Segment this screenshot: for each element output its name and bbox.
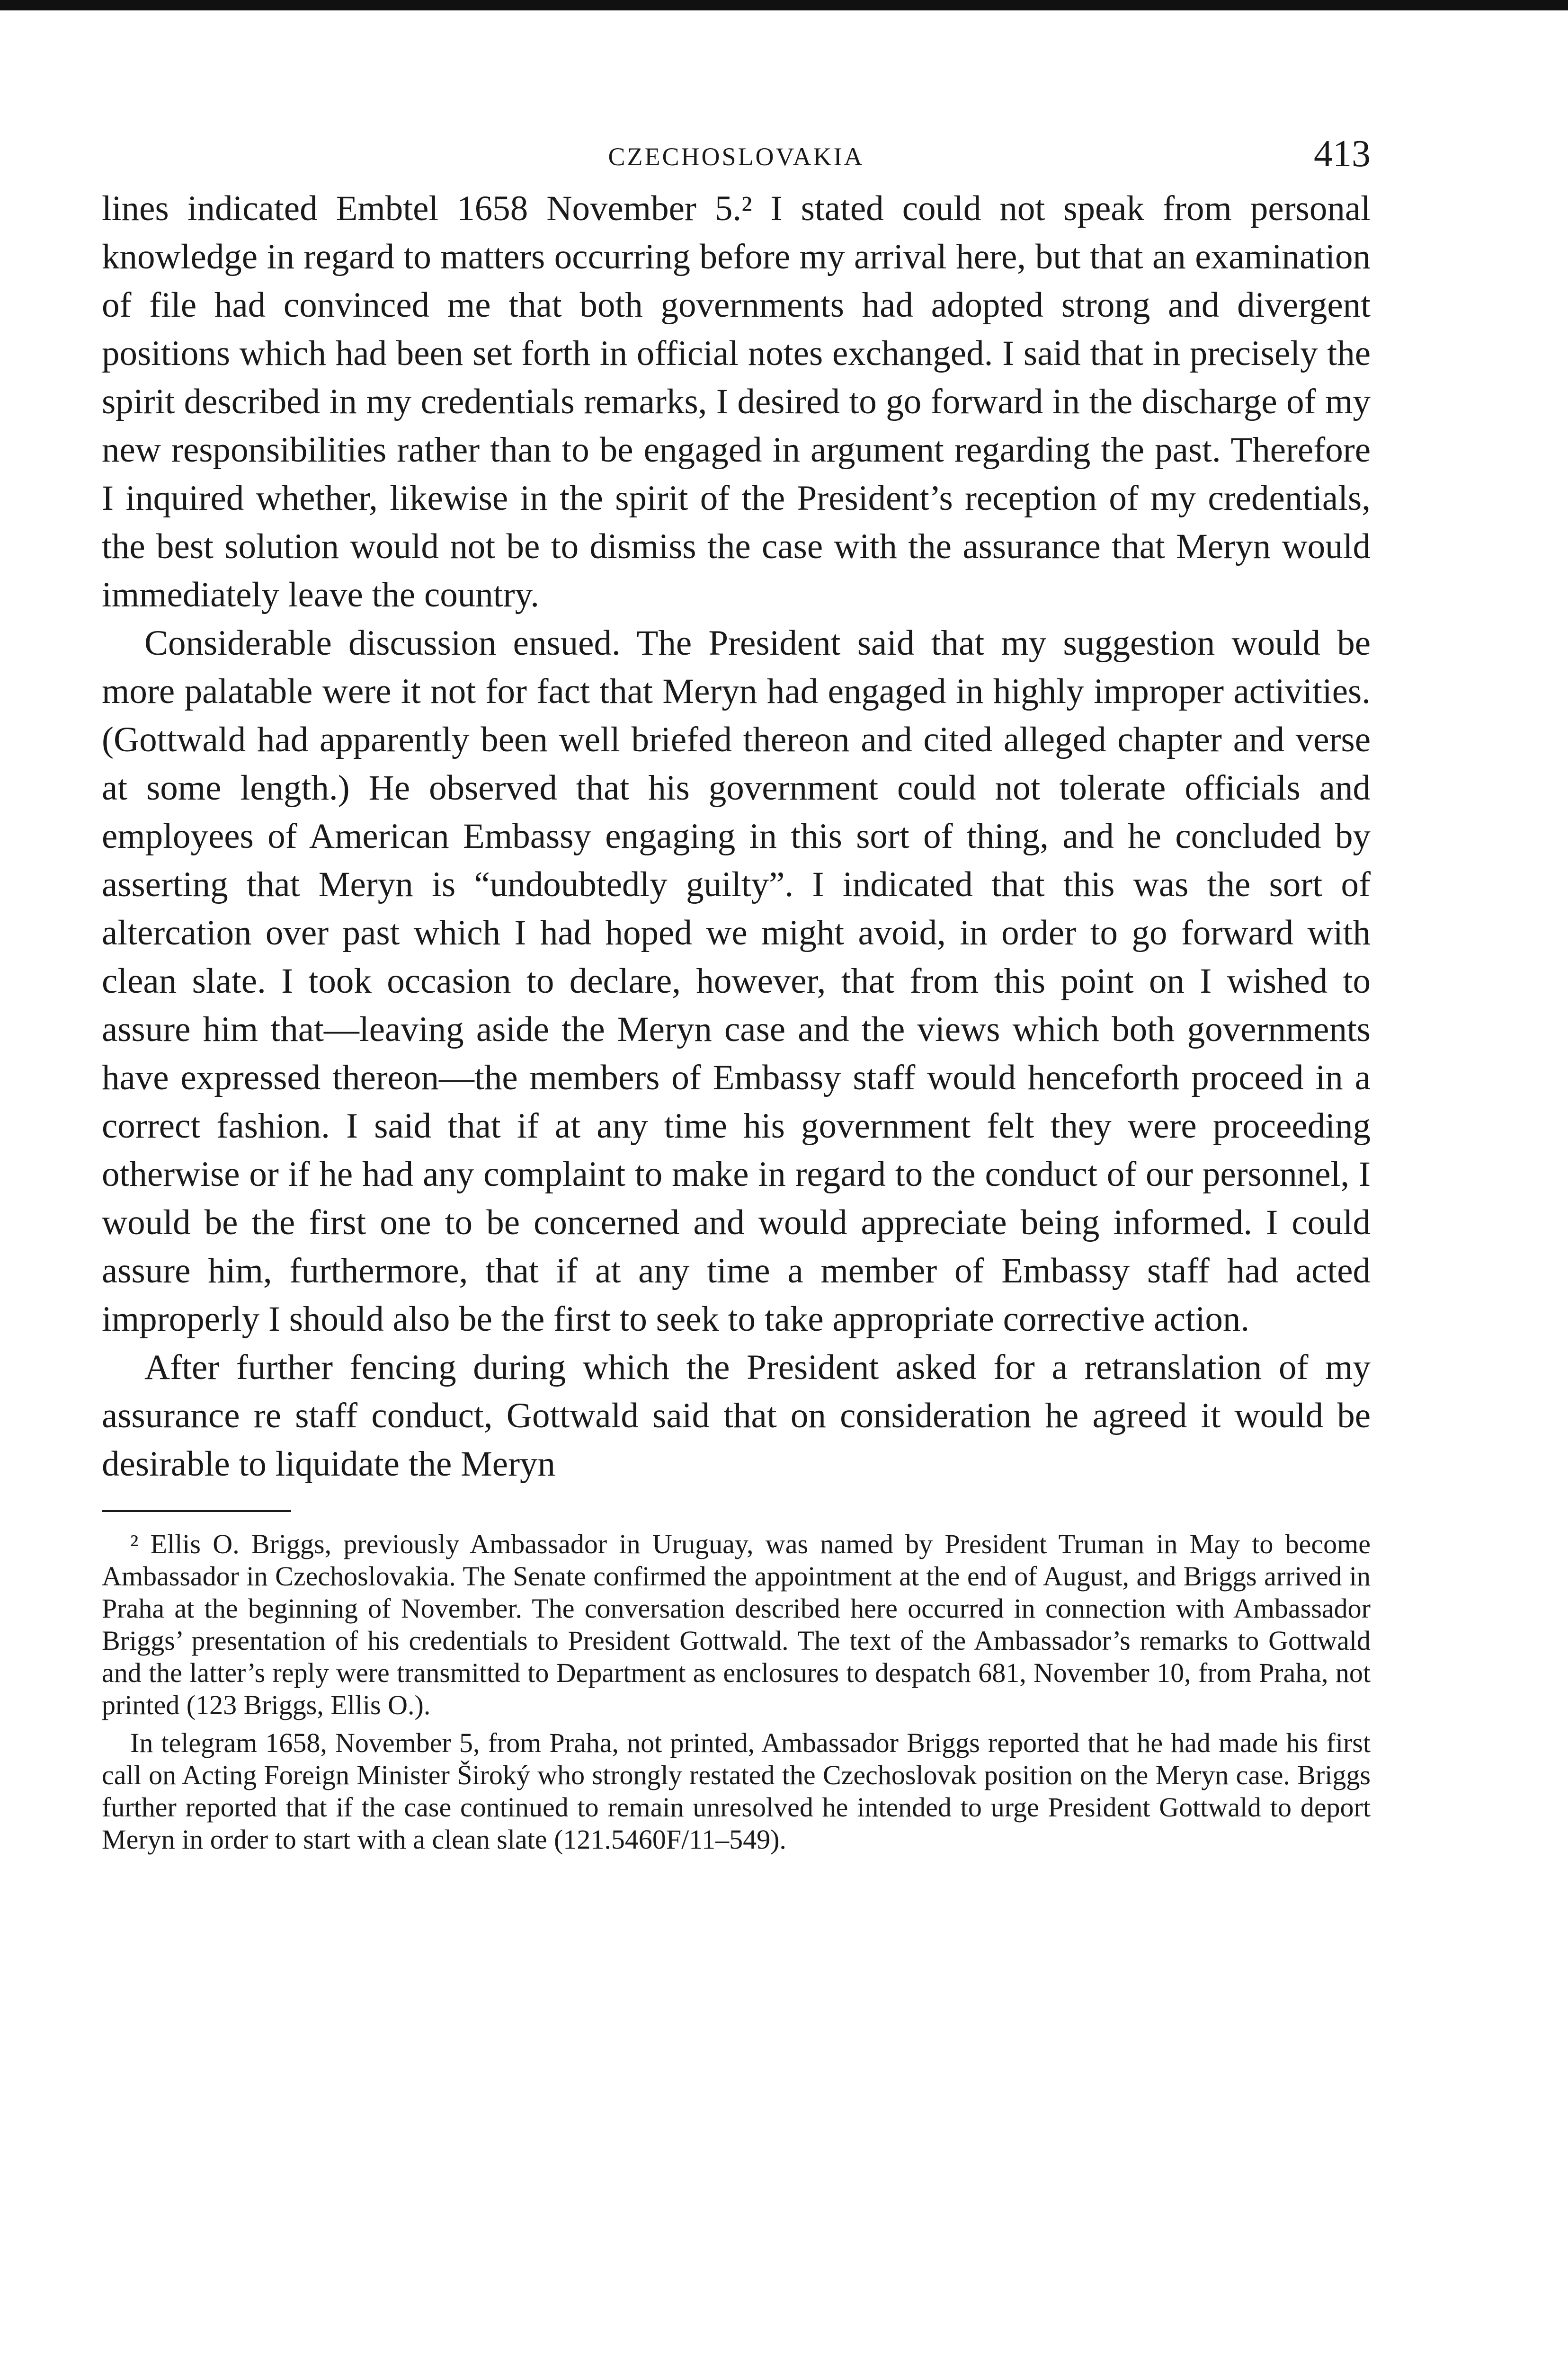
- top-border-rule: [0, 0, 1568, 10]
- footnote: In telegram 1658, November 5, from Praha, not printed, Ambassador Briggs reported that he had made his first call on Acting Foreign Minister Široký who strongly restated the Czechoslovak position on the Meryn case. Briggs further reported that if the case continued to remain unresolved he intended to urge President Gottwald to deport Meryn in order to start with a clean slate (121.5460F/11–549).: [102, 1727, 1371, 1855]
- page-number: 413: [1314, 133, 1371, 175]
- footnote: ² Ellis O. Briggs, previously Ambassador in Uruguay, was named by President Truman in May to become Ambassador in Czechoslovakia. The Senate confirmed the appointment at the end of August, and Briggs arrived in Praha at the beginning of November. The conversation described here occurred in connection with Ambassador Briggs’ presentation of his credentials to President Gottwald. The text of the Ambassador’s remarks to Gottwald and the latter’s reply were transmitted to Department as enclosures to despatch 681, November 10, from Praha, not printed (123 Briggs, Ellis O.).: [102, 1529, 1371, 1720]
- running-head: [102, 118, 1371, 185]
- body-text: [102, 185, 1371, 1488]
- body-paragraph: lines indicated Embtel 1658 November 5.² I stated could not speak from personal knowledge in regard to matters occurring before my arrival here, but that an examination of file had convinced me that both governments had adopted strong and divergent positions which had been set forth in official notes exchanged. I said that in precisely the spirit described in my credentials remarks, I desired to go forward in the discharge of my new responsibilities rather than to be engaged in argument regarding the past. Therefore I inquired whether, likewise in the spirit of the President’s reception of my credentials, the best solution would not be to dismiss the case with the assurance that Meryn would immediately leave the country.: [102, 189, 1371, 614]
- running-title: CZECHOSLOVAKIA: [608, 142, 864, 171]
- footnotes: [102, 1528, 1371, 1856]
- body-paragraph: After further fencing during which the President asked for a retranslation of my assurance re staff conduct, Gottwald said that on consideration he agreed it would be desirable to liquidate the Meryn: [102, 1348, 1371, 1484]
- body-paragraph: Considerable discussion ensued. The President said that my suggestion would be more palatable were it not for fact that Meryn had engaged in highly improper activities. (Gottwald had apparently been well briefed thereon and cited alleged chapter and verse at some length.) He observed that his government could not tolerate officials and employees of American Embassy engaging in this sort of thing, and he concluded by asserting that Meryn is “undoubtedly guilty”. I indicated that this was the sort of altercation over past which I had hoped we might avoid, in order to go forward with clean slate. I took occasion to declare, however, that from this point on I wished to assure him that—leaving aside the Meryn case and the views which both governments have expressed thereon—the members of Embassy staff would henceforth proceed in a correct fashion. I said that if at any time his government felt they were proceeding otherwise or if he had any complaint to make in regard to the conduct of our personnel, I would be the first one to be concerned and would appreciate being informed. I could assure him, furthermore, that if at any time a member of Embassy staff had acted improperly I should also be the first to seek to take appropriate corrective action.: [102, 623, 1371, 1339]
- book-page: [102, 118, 1371, 1856]
- footnote-separator: [102, 1510, 291, 1512]
